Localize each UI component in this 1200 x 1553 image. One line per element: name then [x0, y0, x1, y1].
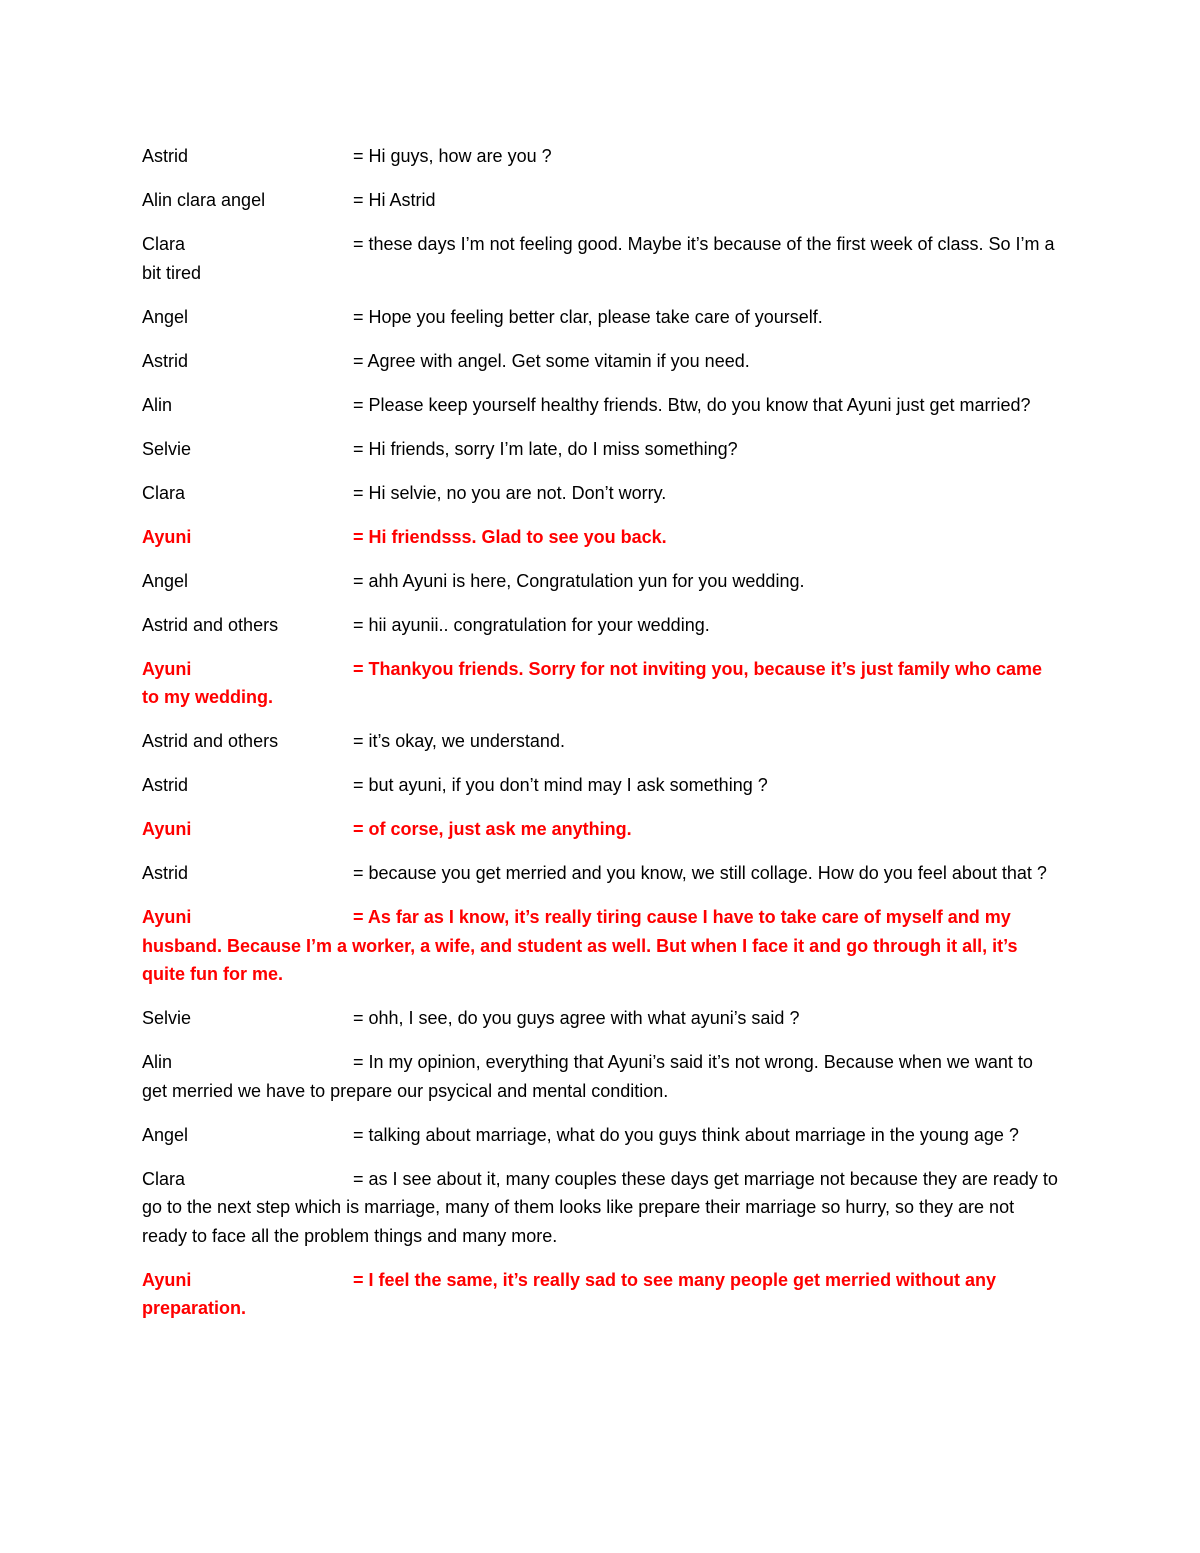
speaker-name: Alin clara angel: [142, 190, 266, 210]
dialogue-line: [142, 347, 1060, 376]
utterance-text: = ahh Ayuni is here, Congratulation yun for you wedding.: [353, 570, 805, 591]
dialogue-line: [142, 186, 1060, 215]
utterance-text: = talking about marriage, what do you guys think about marriage in the young age ?: [353, 1124, 1019, 1145]
utterance-text: = Hi guys, how are you ?: [353, 146, 552, 166]
dialogue-line: [142, 1266, 1060, 1323]
dialogue-line: [142, 303, 1060, 332]
dialogue-line: [142, 391, 1060, 420]
dialogue-line: [142, 523, 1060, 552]
speaker-name: Angel: [142, 306, 189, 327]
speaker-name: Selvie: [142, 438, 192, 459]
utterance-text: = Hi friendsss. Glad to see you back.: [353, 526, 667, 547]
dialogue-line: [142, 655, 1060, 712]
speaker-name: Selvie: [142, 1008, 192, 1028]
utterance-text: = ohh, I see, do you guys agree with what ayuni’s said ?: [353, 1008, 800, 1028]
speaker-name: Astrid: [142, 775, 189, 795]
speaker-name: Clara: [142, 482, 186, 503]
utterance-text: = Thankyou friends. Sorry for not inviting you, because it’s just family who came to my wedding.: [142, 658, 1042, 707]
utterance-text: = it’s okay, we understand.: [353, 731, 565, 751]
utterance-text: = Hope you feeling better clar, please take care of yourself.: [353, 306, 823, 327]
utterance-text: = Hi friends, sorry I’m late, do I miss something?: [353, 438, 738, 459]
utterance-text: = as I see about it, many couples these days get marriage not because they are ready to go to the next step which is marriage, many of them looks like prepare their marriage so hurry, so they are not ready to face all the problem things and many more.: [142, 1168, 1058, 1246]
dialogue-line: [142, 815, 1060, 844]
dialogue-line: [142, 1121, 1060, 1150]
dialogue-line: [142, 230, 1060, 287]
speaker-name: Angel: [142, 1124, 189, 1145]
utterance-text: = Hi selvie, no you are not. Don’t worry.: [353, 482, 667, 503]
utterance-text: = In my opinion, everything that Ayuni’s said it’s not wrong. Because when we want to get merried we have to prepare our psycical and mental condition.: [142, 1052, 1033, 1101]
dialogue-line: [142, 567, 1060, 596]
dialogue-line: [142, 479, 1060, 508]
speaker-name: Clara: [142, 1168, 186, 1189]
dialogue-line: [142, 1048, 1060, 1105]
dialogue-line: [142, 1165, 1060, 1251]
utterance-text: = of corse, just ask me anything.: [353, 819, 632, 839]
speaker-name: Alin: [142, 394, 173, 415]
speaker-name: Astrid: [142, 863, 189, 883]
speaker-name: Angel: [142, 570, 189, 591]
utterance-text: = hii ayunii.. congratulation for your wedding.: [353, 614, 710, 635]
utterance-text: = but ayuni, if you don’t mind may I ask something ?: [353, 775, 768, 795]
utterance-text: = As far as I know, it’s really tiring cause I have to take care of myself and my husband. Because I’m a worker, a wife, and student as well. But when I face it and go through it all, it’s quite fun for me.: [142, 907, 1018, 984]
speaker-name: Astrid: [142, 146, 189, 166]
speaker-name: Ayuni: [142, 907, 192, 927]
speaker-name: Ayuni: [142, 526, 192, 547]
speaker-name: Ayuni: [142, 1269, 192, 1290]
speaker-name: Alin: [142, 1052, 173, 1072]
dialogue-line: [142, 903, 1060, 989]
dialogue-line: [142, 611, 1060, 640]
dialogue-line: [142, 142, 1060, 171]
utterance-text: = Agree with angel. Get some vitamin if you need.: [353, 350, 750, 371]
utterance-text: = I feel the same, it’s really sad to see many people get merried without any preparation.: [142, 1269, 997, 1318]
dialogue-line: [142, 771, 1060, 800]
dialogue-line: [142, 435, 1060, 464]
speaker-name: Astrid and others: [142, 731, 279, 751]
speaker-name: Astrid and others: [142, 614, 279, 635]
dialogue-line: [142, 727, 1060, 756]
dialogue-list: [142, 142, 1060, 1323]
speaker-name: Astrid: [142, 350, 189, 371]
utterance-text: = Please keep yourself healthy friends. Btw, do you know that Ayuni just get married?: [353, 394, 1031, 415]
speaker-name: Ayuni: [142, 658, 192, 679]
dialogue-line: [142, 859, 1060, 888]
utterance-text: = because you get merried and you know, we still collage. How do you feel about that ?: [353, 863, 1047, 883]
utterance-text: = these days I’m not feeling good. Maybe it’s because of the first week of class. So I’m a bit tired: [142, 234, 1055, 283]
utterance-text: = Hi Astrid: [353, 190, 436, 210]
dialogue-line: [142, 1004, 1060, 1033]
speaker-name: Clara: [142, 234, 186, 254]
speaker-name: Ayuni: [142, 819, 192, 839]
